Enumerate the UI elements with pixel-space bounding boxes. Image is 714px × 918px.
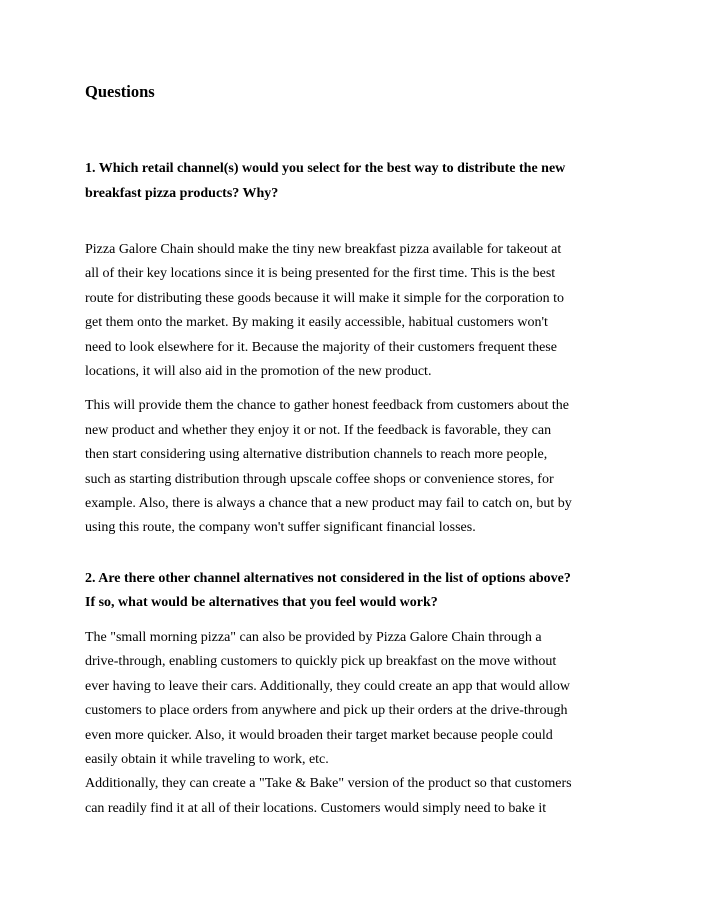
section-heading-block [85,80,585,104]
paragraph-line: such as starting distribution through upscale coffee shops or convenience stores, for [85,471,554,487]
question-1 [85,157,585,206]
paragraph-line: using this route, the company won't suffer significant financial losses. [85,520,476,536]
paragraph-line: ever having to leave their cars. Additionally, they could create an app that would allow [85,678,571,694]
paragraph-line: get them onto the market. By making it easily accessible, habitual customers won't [85,315,548,331]
answer-1-paragraph-2 [85,394,585,540]
paragraph-line: even more quicker. Also, it would broaden their target market because people could [85,727,553,743]
question-1-line: breakfast pizza products? Why? [85,185,279,201]
paragraph-line: route for distributing these goods because it will make it simple for the corporation to [85,290,565,306]
paragraph-line: customers to place orders from anywhere and pick up their orders at the drive-through [85,703,568,719]
answer-1-paragraph-1 [85,238,585,384]
paragraph-line: new product and whether they enjoy it or not. If the feedback is favorable, they can [85,422,552,438]
paragraph-line: example. Also, there is always a chance that a new product may fail to catch on, but by [85,496,572,512]
question-2-line: 2. Are there other channel alternatives not considered in the list of options above? [85,570,571,586]
paragraph-line: can readily find it at all of their locations. Customers would simply need to bake it [85,800,547,816]
paragraph-line: then start considering using alternative distribution channels to reach more people, [85,447,548,463]
question-1-line: 1. Which retail channel(s) would you select for the best way to distribute the new [85,161,566,176]
paragraph-line: easily obtain it while traveling to work, etc. [85,751,329,767]
paragraph-line: locations, it will also aid in the promotion of the new product. [85,364,432,380]
question-2 [85,567,585,616]
answer-2-paragraph-1 [85,626,585,821]
paragraph-line: Additionally, they can create a "Take & Bake" version of the product so that customers [85,776,572,792]
paragraph-line: Pizza Galore Chain should make the tiny new breakfast pizza available for takeout at [85,242,562,257]
section-heading: Questions [85,82,155,101]
question-2-line: If so, what would be alternatives that you feel would work? [85,595,438,611]
paragraph-line: drive-through, enabling customers to quickly pick up breakfast on the move without [85,654,557,670]
paragraph-line: This will provide them the chance to gather honest feedback from customers about the [85,398,570,414]
paragraph-line: need to look elsewhere for it. Because the majority of their customers frequent these [85,339,557,355]
document-content [85,80,585,821]
paragraph-line: The "small morning pizza" can also be provided by Pizza Galore Chain through a [85,629,542,645]
paragraph-line: all of their key locations since it is being presented for the first time. This is the best [85,266,556,282]
